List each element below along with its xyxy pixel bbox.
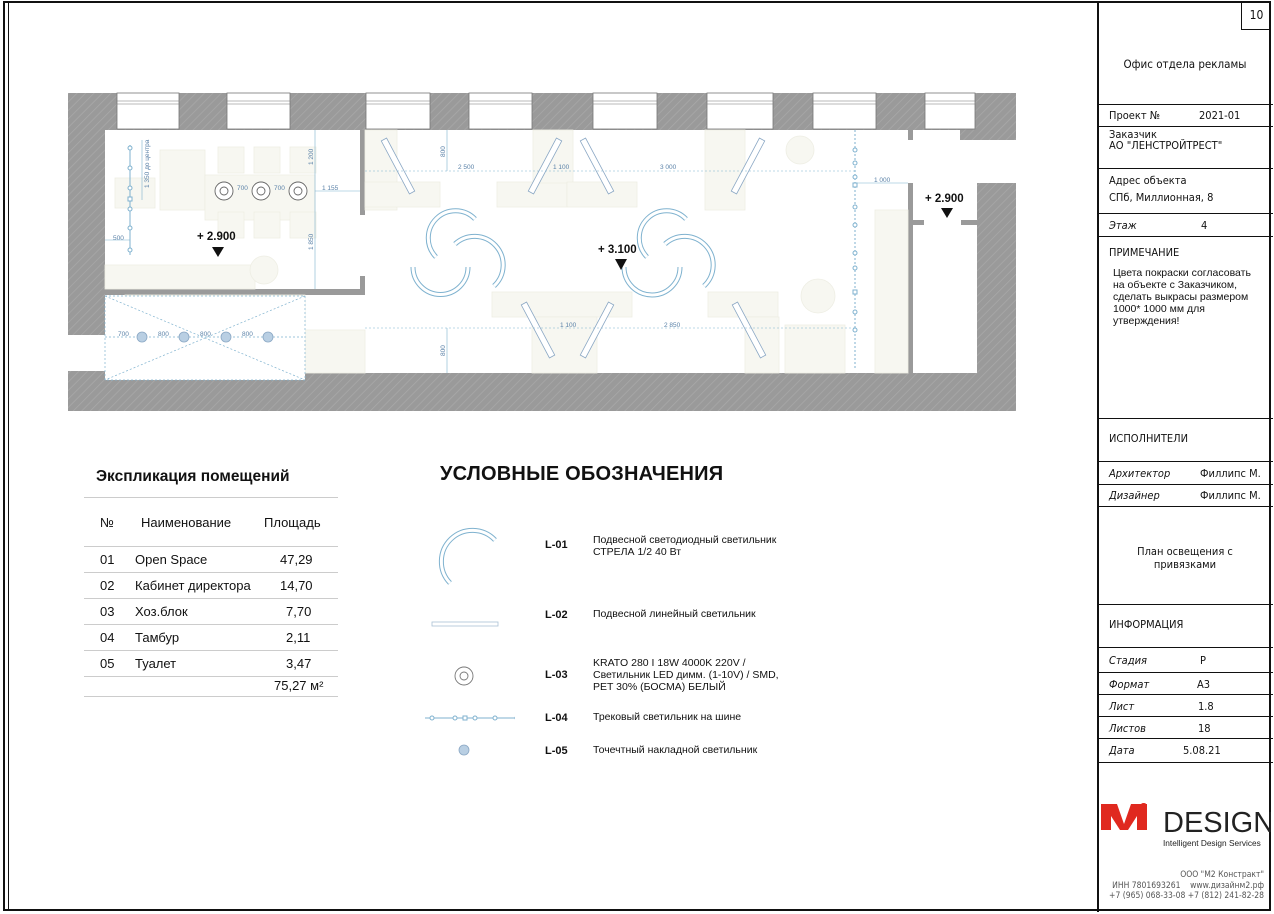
svg-text:1 850: 1 850	[308, 233, 315, 250]
client-row: Заказчик АО "ЛЕНСТРОЙТРЕСТ"	[1099, 127, 1273, 169]
svg-text:DESIGN: DESIGN	[1163, 807, 1271, 839]
header-area: Площадь	[264, 515, 321, 530]
address-value: СПб, Миллионная, 8	[1109, 191, 1214, 204]
total-area: 75,27 м²	[274, 678, 324, 693]
downlights-l03	[215, 182, 307, 200]
svg-text:800: 800	[440, 345, 447, 356]
svg-text:2 850: 2 850	[664, 322, 681, 329]
svg-text:+ 3.100: + 3.100	[598, 244, 637, 256]
project-name: Офис отдела рекламы	[1123, 57, 1247, 71]
note-text: Цвета покраски согласовать на объекте с Заказчиком, сделать выкрасы размером 1000* 1000 мм для утверждения!	[1113, 267, 1251, 327]
format-value: А3	[1197, 678, 1211, 691]
arc-pendants-l01	[413, 211, 713, 295]
svg-text:800: 800	[440, 146, 447, 157]
address-row: Адрес объекта СПб, Миллионная, 8	[1099, 169, 1273, 214]
svg-text:+ 2.900: + 2.900	[925, 193, 964, 205]
svg-text:+ 2.900: + 2.900	[197, 231, 236, 243]
info-cell: ИНФОРМАЦИЯ	[1099, 605, 1273, 648]
svg-text:800: 800	[242, 331, 253, 338]
row-name: Тамбур	[135, 630, 180, 645]
legend-code-l02: L-02	[545, 609, 568, 621]
svg-text:500: 500	[113, 235, 124, 242]
row-area: 14,70	[280, 578, 313, 593]
spot-light-icon	[459, 745, 469, 755]
legend-code-l04: L-04	[545, 712, 568, 724]
linear-pendant-icon	[432, 622, 498, 626]
legend-code-l03: L-03	[545, 669, 568, 681]
date-value: 5.08.21	[1183, 744, 1221, 757]
track-light-open-space	[853, 130, 857, 370]
legend-text-l01: Подвесной светодиодный светильник СТРЕЛА 1/2 40 Вт	[593, 534, 777, 558]
svg-text:Intelligent Design Services: Intelligent Design Services	[1163, 838, 1261, 848]
stage-value: Р	[1200, 654, 1206, 667]
row-number: 02	[100, 578, 115, 593]
svg-text:700: 700	[118, 331, 129, 338]
title-block	[1097, 1, 1271, 912]
header-name: Наименование	[141, 515, 232, 530]
row-name: Туалет	[135, 656, 177, 671]
project-name-cell	[1099, 1, 1273, 105]
svg-text:2: 2	[1140, 800, 1148, 815]
legend-code-l01: L-01	[545, 539, 568, 551]
stage-row: Стадия Р	[1099, 648, 1273, 673]
sheets-row: Листов 18	[1099, 717, 1273, 739]
svg-text:3 000: 3 000	[660, 164, 677, 171]
legend-text-l05: Точечтный накладной светильник	[593, 744, 758, 756]
elevation-marker-open-space	[598, 244, 637, 270]
m2-design-logo-icon	[1101, 800, 1271, 855]
svg-text:1 155: 1 155	[322, 185, 339, 192]
project-number-row: Проект № 2021-01	[1099, 105, 1273, 127]
drawing-title: План освещения с привязками	[1137, 545, 1233, 571]
row-area: 3,47	[286, 656, 312, 671]
row-name: Open Space	[135, 552, 208, 567]
legend-text-l03: KRATO 280 I 18W 4000K 220V / Светильник LED димм. (1-10V) / SMD, PET 30% (БОСМА) БЕЛЫЙ	[593, 657, 779, 693]
company-phones: +7 (965) 068-33-08 +7 (812) 241-82-28	[1109, 891, 1264, 901]
row-name: Хоз.блок	[135, 604, 188, 619]
row-number: 03	[100, 604, 115, 619]
legend-code-l05: L-05	[545, 745, 568, 757]
format-row: Формат А3	[1099, 673, 1273, 695]
row-name: Кабинет директора	[135, 578, 251, 593]
row-area: 2,11	[286, 630, 311, 645]
sheet-value: 1.8	[1198, 700, 1214, 713]
legend-icons	[425, 525, 515, 765]
sheet-row: Лист 1.8	[1099, 695, 1273, 717]
downlight-ring-icon	[455, 667, 473, 685]
sheets-value: 18	[1198, 722, 1211, 735]
performers-cell: ИСПОЛНИТЕЛИ	[1099, 419, 1273, 462]
legend-text-l02: Подвесной линейный светильник	[593, 608, 756, 620]
designer-row: Дизайнер Филлипс М.	[1099, 485, 1273, 507]
row-number: 01	[100, 552, 115, 567]
legend-text-l04: Трековый светильник на шине	[593, 711, 742, 723]
svg-text:700: 700	[274, 185, 285, 192]
floor-row: Этаж 4	[1099, 214, 1273, 237]
designer-name: Филлипс М.	[1200, 489, 1261, 502]
company-logo	[1101, 800, 1271, 860]
company-inn-site: ИНН 7801693261 www.дизайнм2.рф	[1112, 880, 1264, 891]
elevation-marker-cabinet	[197, 231, 236, 257]
floor-value: 4	[1201, 219, 1208, 232]
sheet-number-box: 10	[1241, 1, 1271, 30]
svg-text:1 100: 1 100	[553, 164, 570, 171]
track-light-cabinet	[128, 145, 132, 255]
legend-title: УСЛОВНЫЕ ОБОЗНАЧЕНИЯ	[440, 463, 724, 485]
architect-row: Архитектор Филлипс М.	[1099, 462, 1273, 485]
company-name: ООО "М2 Констракт"	[1180, 870, 1264, 880]
svg-text:1 350 до центра: 1 350 до центра	[144, 139, 151, 188]
row-number: 05	[100, 656, 115, 671]
track-light-icon	[425, 715, 515, 720]
svg-text:1 000: 1 000	[874, 177, 891, 184]
elevation-marker-toilet	[925, 193, 964, 218]
svg-text:800: 800	[200, 331, 211, 338]
row-area: 7,70	[286, 604, 312, 619]
svg-text:1 200: 1 200	[308, 148, 315, 165]
note-cell: ПРИМЕЧАНИЕ Цвета покраски согласовать на объекте с Заказчиком, сделать выкрасы размером 1000* 1000 мм для утверждения!	[1099, 237, 1273, 419]
svg-text:700: 700	[237, 185, 248, 192]
date-row: Дата 5.08.21	[1099, 739, 1273, 763]
svg-text:2 500: 2 500	[458, 164, 475, 171]
explication-title: Экспликация помещений	[96, 468, 290, 485]
row-number: 04	[100, 630, 115, 645]
architect-name: Филлипс М.	[1200, 467, 1261, 480]
header-number: №	[100, 515, 114, 530]
row-area: 47,29	[280, 552, 313, 567]
company-contacts	[1109, 870, 1264, 902]
project-number: 2021-01	[1199, 109, 1241, 122]
client-name: АО "ЛЕНСТРОЙТРЕСТ"	[1109, 139, 1223, 152]
arc-pendant-icon	[441, 530, 495, 583]
corridor-lighting-zone	[105, 296, 305, 380]
svg-text:1 100: 1 100	[560, 322, 577, 329]
drawing-title-cell	[1099, 507, 1273, 605]
svg-text:800: 800	[158, 331, 169, 338]
